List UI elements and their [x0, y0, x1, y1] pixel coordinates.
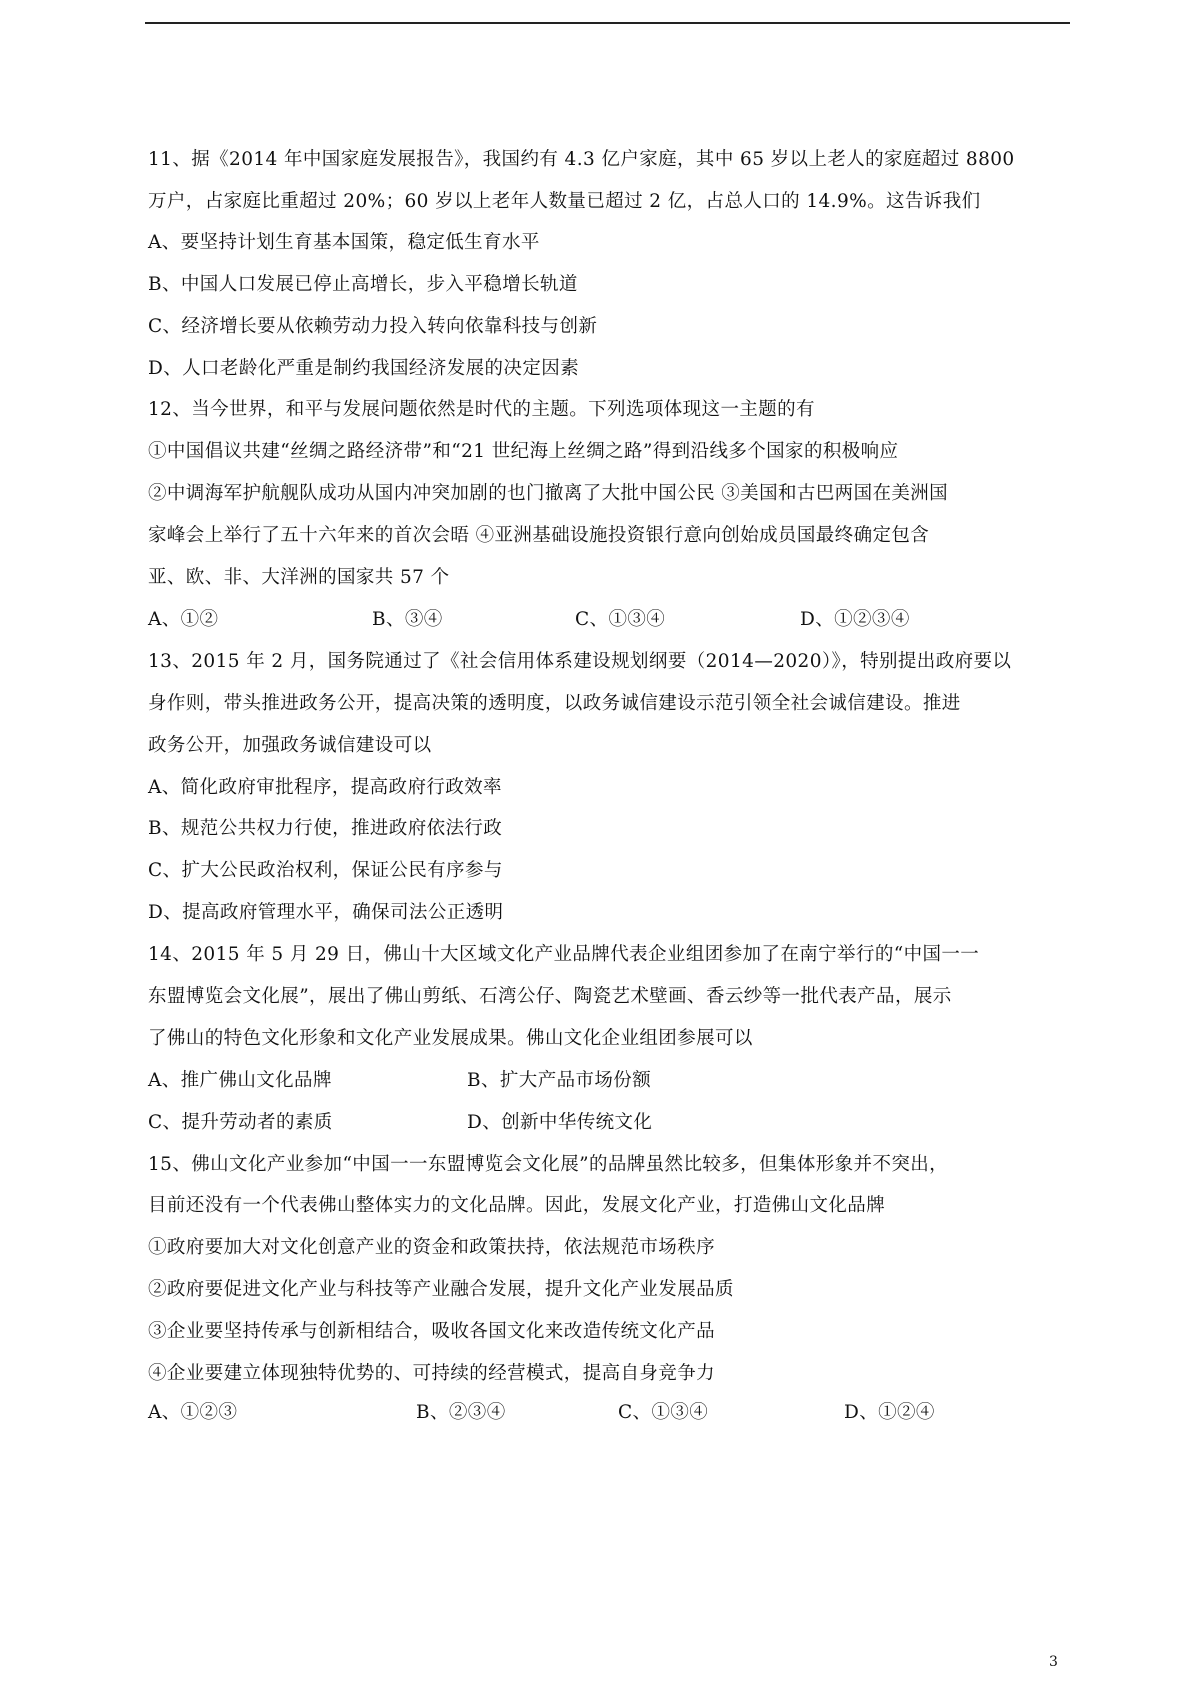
q13-stem-line-2: 身作则，带头推进政务公开，提高决策的透明度，以政务诚信建设示范引领全社会诚信建设。推进	[148, 693, 961, 714]
q13-option-d[interactable]: D、提高政府管理水平，确保司法公正透明	[148, 902, 504, 923]
q13-option-c[interactable]: C、扩大公民政治权利，保证公民有序参与	[148, 860, 503, 881]
q15-option-d[interactable]: D、①②④	[844, 1402, 935, 1423]
q15-option-a[interactable]: A、①②③	[148, 1402, 238, 1423]
q12-stem-line-4: 家峰会上举行了五十六年来的首次会晤 ④亚洲基础设施投资银行意向创始成员国最终确定包含	[148, 525, 930, 546]
q11-stem-line-2: 万户，占家庭比重超过 20%；60 岁以上老年人数量已超过 2 亿，占总人口的 14.9%。这告诉我们	[148, 191, 981, 212]
q12-stem-line-3: ②中调海军护航舰队成功从国内冲突加剧的也门撤离了大批中国公民 ③美国和古巴两国在美洲国	[148, 483, 949, 504]
q14-option-b[interactable]: B、扩大产品市场份额	[467, 1070, 652, 1091]
header-rule	[145, 22, 1070, 24]
q12-option-d[interactable]: D、①②③④	[800, 609, 910, 630]
q13-option-a[interactable]: A、简化政府审批程序，提高政府行政效率	[148, 777, 502, 798]
q12-option-c[interactable]: C、①③④	[575, 609, 666, 630]
q12-stem-line-1: 12、当今世界，和平与发展问题依然是时代的主题。下列选项体现这一主题的有	[148, 399, 815, 420]
q13-stem-line-1: 13、2015 年 2 月，国务院通过了《社会信用体系建设规划纲要（2014—2020）》，特别提出政府要以	[148, 651, 1012, 672]
q11-option-d[interactable]: D、人口老龄化严重是制约我国经济发展的决定因素	[148, 358, 580, 379]
q12-stem-line-2: ①中国倡议共建“丝绸之路经济带”和“21 世纪海上丝绸之路”得到沿线多个国家的积极响应	[148, 441, 899, 462]
page-number: 3	[1049, 1654, 1058, 1670]
q15-option-c[interactable]: C、①③④	[618, 1402, 709, 1423]
q15-stem-line-1: 15、佛山文化产业参加“中国一一东盟博览会文化展”的品牌虽然比较多，但集体形象并不突出，	[148, 1154, 949, 1175]
q15-statement-4: ④企业要建立体现独特优势的、可持续的经营模式，提高自身竞争力	[148, 1363, 716, 1384]
q13-stem-line-3: 政务公开，加强政务诚信建设可以	[148, 735, 432, 756]
q14-stem-line-2: 东盟博览会文化展”，展出了佛山剪纸、石湾公仔、陶瓷艺术壁画、香云纱等一批代表产品，展示	[148, 986, 952, 1007]
q11-option-a[interactable]: A、要坚持计划生育基本国策，稳定低生育水平	[148, 232, 540, 253]
q15-statement-1: ①政府要加大对文化创意产业的资金和政策扶持，依法规范市场秩序	[148, 1237, 716, 1258]
q14-option-a[interactable]: A、推广佛山文化品牌	[148, 1070, 332, 1091]
q12-option-b[interactable]: B、③④	[372, 609, 443, 630]
q14-stem-line-3: 了佛山的特色文化形象和文化产业发展成果。佛山文化企业组团参展可以	[148, 1028, 753, 1049]
q12-option-a[interactable]: A、①②	[148, 609, 219, 630]
q14-option-c[interactable]: C、提升劳动者的素质	[148, 1112, 333, 1133]
q12-stem-line-5: 亚、欧、非、大洋洲的国家共 57 个	[148, 567, 450, 588]
q14-stem-line-1: 14、2015 年 5 月 29 日，佛山十大区域文化产业品牌代表企业组团参加了在南宁举行的“中国一一	[148, 944, 980, 965]
q15-stem-line-2: 目前还没有一个代表佛山整体实力的文化品牌。因此，发展文化产业，打造佛山文化品牌	[148, 1195, 886, 1216]
q15-statement-3: ③企业要坚持传承与创新相结合，吸收各国文化来改造传统文化产品	[148, 1321, 716, 1342]
q14-option-d[interactable]: D、创新中华传统文化	[467, 1112, 653, 1133]
q13-option-b[interactable]: B、规范公共权力行使，推进政府依法行政	[148, 818, 503, 839]
q15-option-b[interactable]: B、②③④	[416, 1402, 506, 1423]
q15-statement-2: ②政府要促进文化产业与科技等产业融合发展，提升文化产业发展品质	[148, 1279, 734, 1300]
q11-stem-line-1: 11、据《2014 年中国家庭发展报告》，我国约有 4.3 亿户家庭，其中 65 岁以上老人的家庭超过 8800	[148, 149, 1015, 170]
q11-option-b[interactable]: B、中国人口发展已停止高增长，步入平稳增长轨道	[148, 274, 578, 295]
q11-option-c[interactable]: C、经济增长要从依赖劳动力投入转向依靠科技与创新	[148, 316, 598, 337]
